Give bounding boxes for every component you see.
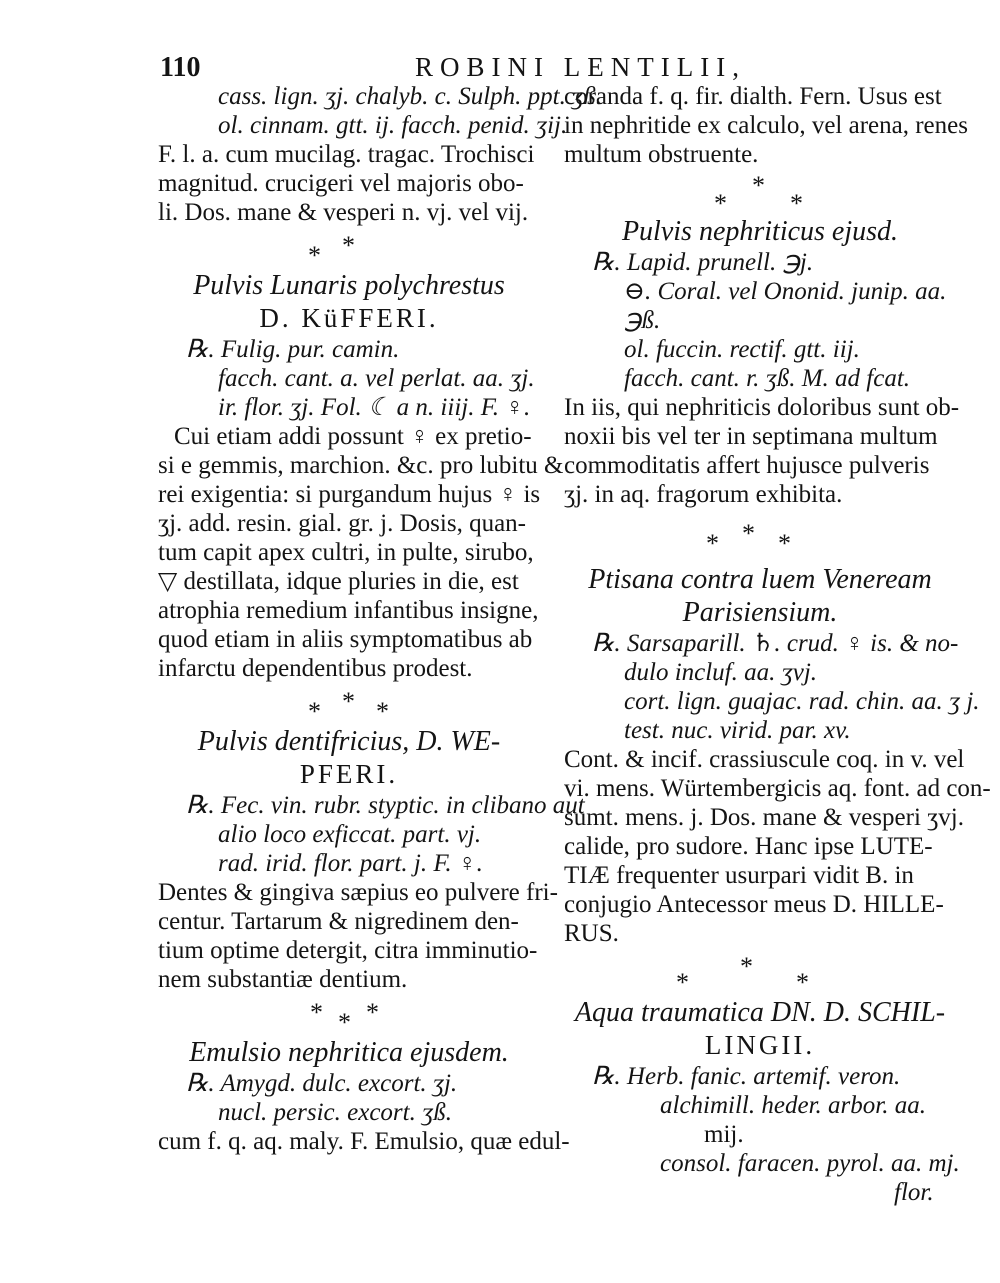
text-line: calide, pro sudore. Hanc ipse LUTE- — [564, 833, 933, 860]
text-line: vi. mens. Würtembergicis aq. font. ad con- — [564, 775, 991, 802]
section-aqua-traumatica — [564, 996, 960, 1207]
section-author: LINGII. — [704, 1030, 816, 1060]
star: * — [778, 529, 791, 558]
star: * — [342, 231, 355, 260]
text-line: tium optime detergit, citra imminutio- — [158, 937, 538, 964]
star: * — [706, 529, 719, 558]
page-number: 110 — [160, 52, 201, 83]
text-line: ʒj. add. resin. gial. gr. j. Dosis, quan- — [158, 510, 526, 537]
text-line: cum f. q. aq. maly. F. Emulsio, quæ edul- — [158, 1128, 570, 1155]
recipe-line: ℞. Sarsaparill. ♄. crud. ♀ is. & no- — [592, 630, 959, 657]
recipe-line: facch. cant. r. ʒß. M. ad fcat. — [624, 365, 911, 392]
text-line: rei exigentia: si purgandum hujus ♀ is — [158, 481, 541, 508]
recipe-line: cort. lign. guajac. rad. chin. aa. ʒ j. — [624, 688, 980, 715]
section-title: Pulvis dentifricius, D. WE- — [197, 726, 501, 757]
star: * — [742, 519, 755, 548]
star: * — [752, 171, 765, 200]
ornament-stars — [158, 683, 540, 725]
ornament-stars — [158, 994, 540, 1036]
recipe-line: ℞. Fulig. pur. camin. — [186, 336, 400, 363]
recipe-line: ol. cinnam. gtt. ij. facch. penid. ʒij. — [218, 112, 568, 139]
recipe-line: ℞. Herb. fanic. artemif. veron. — [592, 1063, 901, 1090]
recipe-line: ℞. Fec. vin. rubr. styptic. in clibano aut — [186, 792, 585, 819]
star: * — [790, 189, 803, 218]
right-column — [564, 82, 991, 1207]
ornament-stars — [158, 227, 540, 269]
star: * — [308, 697, 321, 726]
recipe-line: alchimill. heder. arbor. aa. — [660, 1092, 926, 1119]
recipe-line: test. nuc. virid. par. xv. — [624, 717, 851, 744]
text-line: commoditatis affert hujusce pulveris — [564, 452, 930, 479]
section-title: Aqua traumatica DN. D. SCHIL- — [574, 997, 946, 1028]
text-line: Cui etiam addi possunt ♀ ex pretio- — [174, 423, 532, 450]
text-line: atrophia remedium infantibus insigne, — [158, 597, 539, 624]
section-title: Pulvis Lunaris polychrestus — [193, 270, 505, 301]
text-line: F. l. a. cum mucilag. tragac. Trochisci — [158, 141, 535, 168]
text-line: ▽ destillata, idque pluries in die, est — [158, 568, 519, 595]
star: * — [714, 189, 727, 218]
text-line: TIÆ frequenter usurpari vidit B. in — [564, 862, 914, 889]
section-emulsio-nephritica — [158, 1036, 570, 1156]
recipe-line: ir. flor. ʒj. Fol. ☾ a n. iiij. F. ♀. — [218, 394, 531, 421]
recipe-line: consol. faracen. pyrol. aa. mj. — [660, 1150, 960, 1177]
text-line: noxii bis vel ter in septimana multum — [564, 423, 938, 450]
recipe-line: flor. — [894, 1179, 934, 1206]
section-pulvis-dentifricius — [158, 725, 585, 994]
recipe-line: rad. irid. flor. part. j. F. ♀. — [218, 850, 483, 877]
ornament-stars — [564, 509, 956, 563]
section-subtitle: Parisiensium. — [682, 597, 838, 628]
recipe-line: cass. lign. ʒj. chalyb. c. Sulph. ppt. ʒß. — [218, 83, 602, 110]
ornament-stars — [564, 169, 956, 218]
recipe-line: mij. — [704, 1121, 744, 1148]
recipe-line: ℞. Lapid. prunell. ℈j. — [592, 249, 814, 276]
star: * — [676, 968, 689, 997]
star: * — [740, 952, 753, 981]
recipe-line: alio loco exficcat. part. vj. — [218, 821, 482, 848]
recipe-line: ol. fuccin. rectif. gtt. iij. — [624, 336, 860, 363]
text-line: nem substantiæ dentium. — [158, 966, 408, 993]
star: * — [376, 697, 389, 726]
section-pulvis-lunaris — [158, 269, 564, 683]
text-line: magnitud. crucigeri vel majoris obo- — [158, 170, 524, 197]
text-line: conjugio Antecessor meus D. HILLE- — [564, 891, 944, 918]
recipe-line: nucl. persic. excort. ʒß. — [218, 1099, 452, 1126]
text-line: sumt. mens. j. Dos. mane & vesperi ʒvj. — [564, 804, 964, 831]
text-line: li. Dos. mane & vesperi n. vj. vel vij. — [158, 199, 529, 226]
section-ptisana — [564, 563, 991, 948]
recipe-line: dulo incluf. aa. ʒvj. — [624, 659, 818, 686]
text-line: in nephritide ex calculo, vel arena, renes — [564, 112, 968, 139]
star: * — [338, 1008, 351, 1037]
text-line: coranda f. q. fir. dialth. Fern. Usus est — [564, 83, 942, 110]
ornament-stars — [564, 948, 956, 996]
text-line: In iis, qui nephriticis doloribus sunt ob- — [564, 394, 960, 421]
text-line: si e gemmis, marchion. &c. pro lubitu & — [158, 452, 564, 479]
star: * — [342, 687, 355, 716]
section-title: Emulsio nephritica ejusdem. — [189, 1037, 509, 1068]
star: * — [310, 998, 323, 1027]
recipe-line: ℞. Amygd. dulc. excort. ʒj. — [186, 1070, 458, 1097]
section-author: PFERI. — [299, 759, 399, 789]
text-line: quod etiam in aliis symptomatibus ab — [158, 626, 533, 653]
star: * — [366, 998, 379, 1027]
recipe-continuation — [158, 82, 602, 227]
running-head: ROBINI LENTILII, — [415, 52, 746, 82]
text-line: ʒj. in aq. fragorum exhibita. — [564, 481, 843, 508]
star: * — [796, 968, 809, 997]
section-title: Ptisana contra luem Veneream — [588, 564, 932, 595]
text-line: Cont. & incif. crassiuscule coq. in v. vel — [564, 746, 965, 773]
section-title: Pulvis nephriticus ejusd. — [621, 216, 899, 247]
text-line: tum capit apex cultri, in pulte, sirubo, — [158, 539, 534, 566]
section-author: D. KüFFERI. — [259, 303, 439, 333]
text-continuation — [564, 82, 968, 169]
star: * — [308, 241, 321, 270]
text-line: infarctu dependentibus prodest. — [158, 655, 473, 682]
text-line: Dentes & gingiva sæpius eo pulvere fri- — [158, 879, 558, 906]
text-line: centur. Tartarum & nigredinem den- — [158, 908, 519, 935]
section-pulvis-nephriticus — [564, 215, 960, 509]
recipe-line: ⊖. Coral. vel Ononid. junip. aa. — [624, 278, 947, 305]
recipe-line: facch. cant. a. vel perlat. aa. ʒj. — [218, 365, 535, 392]
text-line: multum obstruente. — [564, 141, 759, 168]
recipe-line: ℈ß. — [624, 307, 661, 334]
text-line: RUS. — [564, 920, 619, 947]
